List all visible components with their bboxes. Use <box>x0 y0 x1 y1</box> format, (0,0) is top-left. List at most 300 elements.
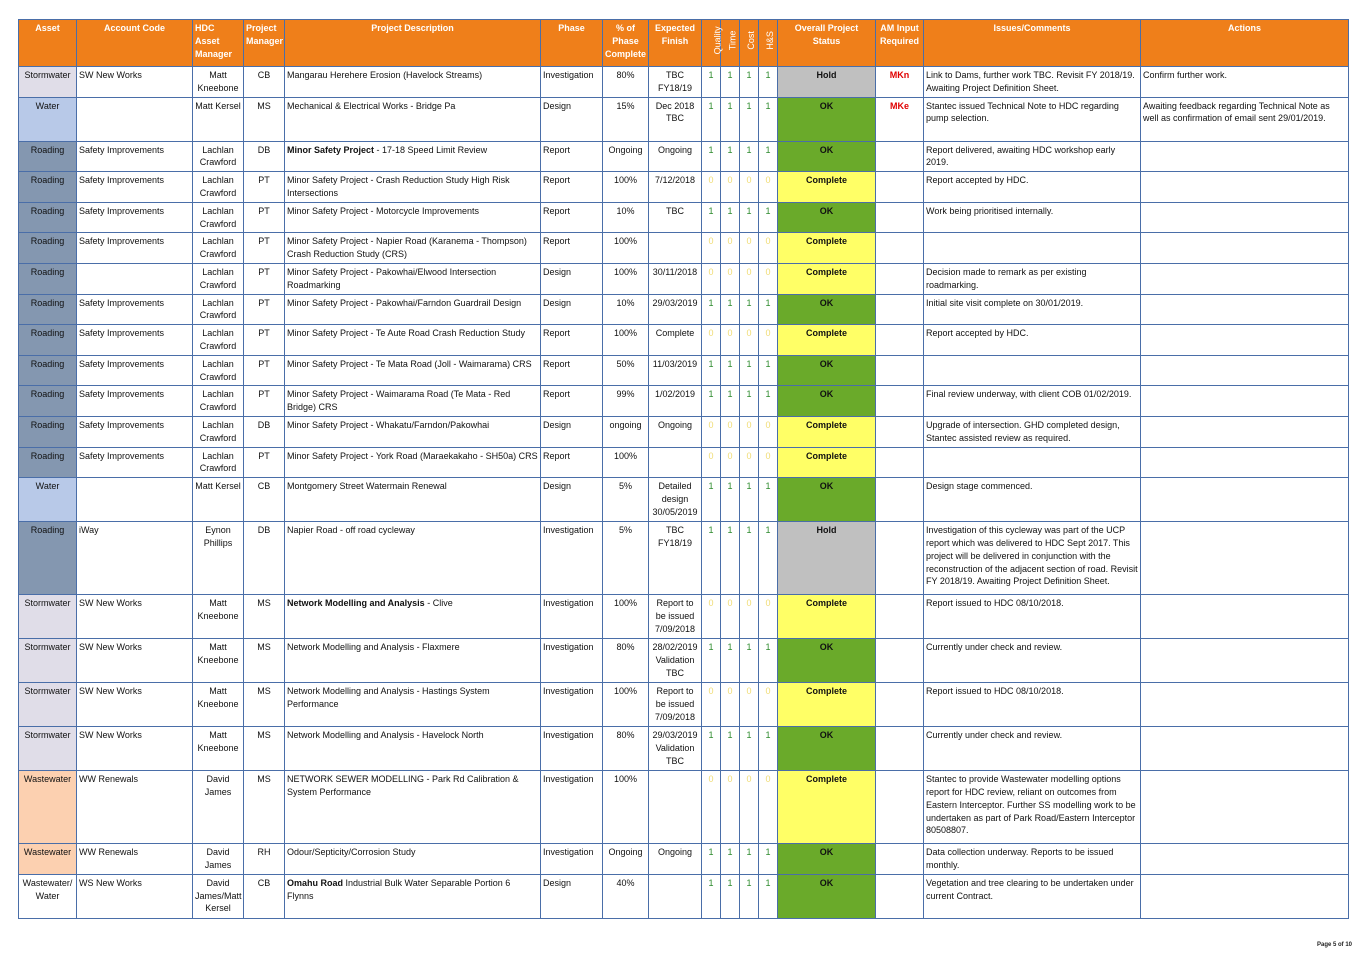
expected-finish-cell: Ongoing <box>649 416 702 447</box>
asset-cell: Roading <box>19 325 77 356</box>
expected-finish-cell: Detailed design 30/05/2019 <box>649 478 702 522</box>
time-flag: 1 <box>721 478 740 522</box>
issues-cell: Report accepted by HDC. <box>924 325 1141 356</box>
am-input-cell <box>876 874 924 918</box>
cost-flag: 0 <box>740 416 759 447</box>
cost-flag: 1 <box>740 294 759 325</box>
project-manager-cell: MS <box>244 97 285 141</box>
description-cell <box>285 67 541 98</box>
col-hs: H&S <box>759 20 778 67</box>
actions-cell <box>1141 478 1349 522</box>
phase-cell: Report <box>541 141 603 172</box>
am-input-cell <box>876 478 924 522</box>
description-bold: Omahu Road <box>287 877 344 888</box>
expected-finish-cell <box>649 874 702 918</box>
account-code-cell: Safety Improvements <box>77 386 193 417</box>
expected-finish-cell: TBC <box>649 202 702 233</box>
description-cell <box>285 355 541 386</box>
quality-flag: 1 <box>702 97 721 141</box>
hs-flag: 1 <box>759 727 778 771</box>
description-text: Minor Safety Project - Pakowhai/Farndon Guardrail Design <box>287 297 522 308</box>
asset-cell: Roading <box>19 233 77 264</box>
quality-flag: 1 <box>702 478 721 522</box>
am-input-cell <box>876 386 924 417</box>
table-row <box>19 844 1349 875</box>
description-bold: Network Modelling and Analysis <box>287 598 425 609</box>
time-flag: 1 <box>721 727 740 771</box>
cost-flag: 0 <box>740 771 759 844</box>
description-cell <box>285 294 541 325</box>
project-manager-cell: MS <box>244 683 285 727</box>
time-flag: 1 <box>721 844 740 875</box>
issues-cell <box>924 233 1141 264</box>
time-flag: 0 <box>721 416 740 447</box>
quality-flag: 0 <box>702 683 721 727</box>
col-project-manager: Project Manager <box>244 20 285 67</box>
phase-cell: Design <box>541 416 603 447</box>
description-text: Network Modelling and Analysis - Flaxmere <box>287 642 460 653</box>
cost-flag: 0 <box>740 325 759 356</box>
asset-cell: Roading <box>19 355 77 386</box>
phase-cell: Report <box>541 386 603 417</box>
hs-flag: 0 <box>759 683 778 727</box>
time-flag: 0 <box>721 263 740 294</box>
asset-manager-cell: Lachlan Crawford <box>193 172 244 203</box>
asset-manager-cell: Lachlan Crawford <box>193 447 244 478</box>
phase-cell: Investigation <box>541 683 603 727</box>
time-flag: 1 <box>721 386 740 417</box>
phase-complete-cell: 80% <box>603 727 649 771</box>
asset-manager-cell: Lachlan Crawford <box>193 233 244 264</box>
quality-flag: 1 <box>702 874 721 918</box>
account-code-cell: WS New Works <box>77 874 193 918</box>
hs-flag: 1 <box>759 478 778 522</box>
phase-cell: Report <box>541 233 603 264</box>
actions-cell <box>1141 595 1349 639</box>
project-manager-cell: PT <box>244 447 285 478</box>
asset-manager-cell: Matt Kersel <box>193 97 244 141</box>
table-row <box>19 202 1349 233</box>
quality-flag: 1 <box>702 522 721 595</box>
description-text: Minor Safety Project - Crash Reduction Study High Risk Intersections <box>287 175 510 198</box>
col-phase-complete: % of Phase Complete <box>603 20 649 67</box>
overall-status-cell: Complete <box>778 233 876 264</box>
issues-cell: Currently under check and review. <box>924 639 1141 683</box>
issues-cell: Final review underway, with client COB 01/02/2019. <box>924 386 1141 417</box>
phase-complete-cell: 10% <box>603 294 649 325</box>
overall-status-cell: OK <box>778 639 876 683</box>
account-code-cell: Safety Improvements <box>77 294 193 325</box>
account-code-cell: Safety Improvements <box>77 233 193 264</box>
table-row <box>19 447 1349 478</box>
time-flag: 0 <box>721 771 740 844</box>
cost-flag: 1 <box>740 355 759 386</box>
am-input-cell <box>876 727 924 771</box>
issues-cell <box>924 355 1141 386</box>
project-manager-cell: DB <box>244 416 285 447</box>
quality-flag: 1 <box>702 386 721 417</box>
description-cell <box>285 771 541 844</box>
phase-complete-cell: ongoing <box>603 416 649 447</box>
asset-cell: Stormwater <box>19 727 77 771</box>
overall-status-cell: Hold <box>778 67 876 98</box>
issues-cell: Report accepted by HDC. <box>924 172 1141 203</box>
phase-complete-cell: 80% <box>603 67 649 98</box>
phase-cell: Design <box>541 874 603 918</box>
quality-flag: 0 <box>702 416 721 447</box>
table-row <box>19 874 1349 918</box>
table-row <box>19 386 1349 417</box>
overall-status-cell: Complete <box>778 416 876 447</box>
cost-flag: 1 <box>740 202 759 233</box>
time-flag: 1 <box>721 97 740 141</box>
hs-flag: 0 <box>759 325 778 356</box>
account-code-cell: Safety Improvements <box>77 416 193 447</box>
project-manager-cell: PT <box>244 294 285 325</box>
table-row <box>19 172 1349 203</box>
expected-finish-cell: 29/03/2019 Validation TBC <box>649 727 702 771</box>
actions-cell: Confirm further work. <box>1141 67 1349 98</box>
description-cell <box>285 386 541 417</box>
description-text: Industrial Bulk Water Separable Portion 6 Flynns <box>287 877 511 901</box>
asset-manager-cell: Lachlan Crawford <box>193 386 244 417</box>
phase-cell: Investigation <box>541 595 603 639</box>
time-flag: 1 <box>721 202 740 233</box>
cost-flag: 0 <box>740 233 759 264</box>
description-cell <box>285 141 541 172</box>
phase-complete-cell: 99% <box>603 386 649 417</box>
am-input-cell <box>876 141 924 172</box>
quality-flag: 0 <box>702 325 721 356</box>
am-input-cell: MKe <box>876 97 924 141</box>
description-bold: Minor Safety Project <box>287 144 375 155</box>
asset-manager-cell: Matt Kneebone <box>193 67 244 98</box>
phase-complete-cell: 100% <box>603 172 649 203</box>
quality-flag: 1 <box>702 727 721 771</box>
asset-cell: Wastewater <box>19 844 77 875</box>
asset-cell: Roading <box>19 263 77 294</box>
time-flag: 1 <box>721 294 740 325</box>
expected-finish-cell: Report to be issued 7/09/2018 <box>649 595 702 639</box>
actions-cell <box>1141 447 1349 478</box>
description-text: Napier Road - off road cycleway <box>287 525 415 536</box>
time-flag: 0 <box>721 595 740 639</box>
phase-complete-cell: 100% <box>603 233 649 264</box>
phase-cell: Investigation <box>541 727 603 771</box>
am-input-cell <box>876 233 924 264</box>
asset-cell: Roading <box>19 294 77 325</box>
phase-complete-cell: 100% <box>603 771 649 844</box>
issues-cell: Stantec issued Technical Note to HDC regarding pump selection. <box>924 97 1141 141</box>
account-code-cell <box>77 478 193 522</box>
phase-complete-cell: Ongoing <box>603 844 649 875</box>
issues-cell: Link to Dams, further work TBC. Revisit FY 2018/19. Awaiting Project Definition Sheet. <box>924 67 1141 98</box>
table-row <box>19 639 1349 683</box>
account-code-cell: iWay <box>77 522 193 595</box>
description-cell <box>285 639 541 683</box>
overall-status-cell: Complete <box>778 447 876 478</box>
issues-cell: Currently under check and review. <box>924 727 1141 771</box>
header-row <box>19 20 1349 67</box>
col-project-description: Project Description <box>285 20 541 67</box>
overall-status-cell: Hold <box>778 522 876 595</box>
account-code-cell: Safety Improvements <box>77 141 193 172</box>
am-input-cell <box>876 263 924 294</box>
asset-cell: Roading <box>19 202 77 233</box>
cost-flag: 1 <box>740 478 759 522</box>
asset-cell: Stormwater <box>19 595 77 639</box>
overall-status-cell: OK <box>778 355 876 386</box>
description-cell <box>285 233 541 264</box>
description-cell <box>285 844 541 875</box>
actions-cell <box>1141 416 1349 447</box>
phase-complete-cell: 5% <box>603 478 649 522</box>
issues-cell: Design stage commenced. <box>924 478 1141 522</box>
expected-finish-cell: 7/12/2018 <box>649 172 702 203</box>
am-input-cell: MKn <box>876 67 924 98</box>
expected-finish-cell: 29/03/2019 <box>649 294 702 325</box>
account-code-cell: SW New Works <box>77 683 193 727</box>
hs-flag: 0 <box>759 595 778 639</box>
phase-complete-cell: Ongoing <box>603 141 649 172</box>
account-code-cell: SW New Works <box>77 727 193 771</box>
overall-status-cell: OK <box>778 141 876 172</box>
hs-flag: 1 <box>759 639 778 683</box>
quality-flag: 0 <box>702 263 721 294</box>
asset-cell: Roading <box>19 447 77 478</box>
description-cell <box>285 595 541 639</box>
expected-finish-cell <box>649 447 702 478</box>
time-flag: 1 <box>721 355 740 386</box>
description-text: Network Modelling and Analysis - Hastings System Performance <box>287 686 490 709</box>
expected-finish-cell: 1/02/2019 <box>649 386 702 417</box>
account-code-cell: Safety Improvements <box>77 355 193 386</box>
col-cost: Cost <box>740 20 759 67</box>
asset-manager-cell: Matt Kneebone <box>193 639 244 683</box>
table-row <box>19 97 1349 141</box>
description-text: Odour/Septicity/Corrosion Study <box>287 847 416 858</box>
phase-complete-cell: 100% <box>603 325 649 356</box>
description-cell <box>285 478 541 522</box>
asset-cell: Roading <box>19 141 77 172</box>
account-code-cell: Safety Improvements <box>77 172 193 203</box>
account-code-cell: SW New Works <box>77 595 193 639</box>
phase-complete-cell: 80% <box>603 639 649 683</box>
time-flag: 0 <box>721 172 740 203</box>
phase-cell: Investigation <box>541 67 603 98</box>
overall-status-cell: Complete <box>778 263 876 294</box>
project-manager-cell: RH <box>244 844 285 875</box>
cost-flag: 0 <box>740 595 759 639</box>
quality-flag: 0 <box>702 771 721 844</box>
col-phase: Phase <box>541 20 603 67</box>
project-manager-cell: PT <box>244 386 285 417</box>
actions-cell <box>1141 325 1349 356</box>
expected-finish-cell: Ongoing <box>649 844 702 875</box>
asset-cell: Stormwater <box>19 683 77 727</box>
actions-cell <box>1141 202 1349 233</box>
project-manager-cell: CB <box>244 874 285 918</box>
asset-manager-cell: David James/Matt Kersel <box>193 874 244 918</box>
table-row <box>19 522 1349 595</box>
am-input-cell <box>876 172 924 203</box>
account-code-cell <box>77 97 193 141</box>
col-am-input: AM Input Required <box>876 20 924 67</box>
time-flag: 1 <box>721 67 740 98</box>
hs-flag: 1 <box>759 97 778 141</box>
col-quality: Quality <box>702 20 721 67</box>
asset-cell: Wastewater <box>19 771 77 844</box>
asset-manager-cell: Lachlan Crawford <box>193 294 244 325</box>
asset-cell: Roading <box>19 416 77 447</box>
actions-cell <box>1141 233 1349 264</box>
table-row <box>19 683 1349 727</box>
cost-flag: 0 <box>740 447 759 478</box>
phase-cell: Investigation <box>541 771 603 844</box>
description-text: NETWORK SEWER MODELLING - Park Rd Calibration & System Performance <box>287 774 519 797</box>
description-cell <box>285 172 541 203</box>
col-actions: Actions <box>1141 20 1349 67</box>
time-flag: 1 <box>721 639 740 683</box>
description-cell <box>285 683 541 727</box>
quality-flag: 1 <box>702 355 721 386</box>
description-cell <box>285 325 541 356</box>
table-row <box>19 294 1349 325</box>
overall-status-cell: Complete <box>778 683 876 727</box>
asset-manager-cell: David James <box>193 771 244 844</box>
table-row <box>19 263 1349 294</box>
description-text: Mechanical & Electrical Works - Bridge Pa <box>287 100 456 111</box>
description-cell <box>285 416 541 447</box>
asset-cell: Stormwater <box>19 67 77 98</box>
account-code-cell: SW New Works <box>77 639 193 683</box>
table-row <box>19 355 1349 386</box>
description-text: - 17-18 Speed Limit Review <box>374 144 488 155</box>
hs-flag: 1 <box>759 386 778 417</box>
cost-flag: 1 <box>740 727 759 771</box>
expected-finish-cell: Dec 2018 TBC <box>649 97 702 141</box>
overall-status-cell: OK <box>778 874 876 918</box>
expected-finish-cell: 28/02/2019 Validation TBC <box>649 639 702 683</box>
cost-flag: 1 <box>740 874 759 918</box>
project-status-table <box>18 19 1349 919</box>
hs-flag: 1 <box>759 355 778 386</box>
asset-cell: Stormwater <box>19 639 77 683</box>
project-manager-cell: PT <box>244 202 285 233</box>
issues-cell: Decision made to remark as per existing roadmarking. <box>924 263 1141 294</box>
asset-cell: Water <box>19 97 77 141</box>
issues-cell: Report issued to HDC 08/10/2018. <box>924 683 1141 727</box>
overall-status-cell: OK <box>778 97 876 141</box>
asset-manager-cell: David James <box>193 844 244 875</box>
asset-manager-cell: Eynon Phillips <box>193 522 244 595</box>
asset-cell: Wastewater/ Water <box>19 874 77 918</box>
cost-flag: 0 <box>740 683 759 727</box>
cost-flag: 1 <box>740 67 759 98</box>
am-input-cell <box>876 771 924 844</box>
description-cell <box>285 202 541 233</box>
am-input-cell <box>876 683 924 727</box>
expected-finish-cell: 30/11/2018 <box>649 263 702 294</box>
cost-flag: 1 <box>740 97 759 141</box>
project-manager-cell: MS <box>244 639 285 683</box>
cost-flag: 0 <box>740 172 759 203</box>
asset-manager-cell: Matt Kersel <box>193 478 244 522</box>
description-text: Minor Safety Project - Pakowhai/Elwood Intersection Roadmarking <box>287 266 497 290</box>
description-cell <box>285 97 541 141</box>
time-flag: 0 <box>721 447 740 478</box>
am-input-cell <box>876 202 924 233</box>
description-text: Minor Safety Project - Napier Road (Karanema - Thompson) Crash Reduction Study (CRS) <box>287 236 527 260</box>
hs-flag: 0 <box>759 172 778 203</box>
account-code-cell: WW Renewals <box>77 844 193 875</box>
phase-complete-cell: 50% <box>603 355 649 386</box>
expected-finish-cell: Complete <box>649 325 702 356</box>
am-input-cell <box>876 844 924 875</box>
description-cell <box>285 447 541 478</box>
asset-manager-cell: Lachlan Crawford <box>193 355 244 386</box>
hs-flag: 0 <box>759 416 778 447</box>
am-input-cell <box>876 294 924 325</box>
time-flag: 0 <box>721 233 740 264</box>
phase-cell: Investigation <box>541 844 603 875</box>
hs-flag: 1 <box>759 874 778 918</box>
quality-flag: 1 <box>702 844 721 875</box>
project-manager-cell: PT <box>244 172 285 203</box>
table-row <box>19 727 1349 771</box>
quality-flag: 1 <box>702 202 721 233</box>
account-code-cell: Safety Improvements <box>77 447 193 478</box>
expected-finish-cell: 11/03/2019 <box>649 355 702 386</box>
quality-flag: 1 <box>702 141 721 172</box>
table-row <box>19 325 1349 356</box>
account-code-cell <box>77 263 193 294</box>
issues-cell: Initial site visit complete on 30/01/2019. <box>924 294 1141 325</box>
hs-flag: 0 <box>759 771 778 844</box>
overall-status-cell: Complete <box>778 595 876 639</box>
actions-cell <box>1141 639 1349 683</box>
expected-finish-cell: Report to be issued 7/09/2018 <box>649 683 702 727</box>
account-code-cell: SW New Works <box>77 67 193 98</box>
phase-complete-cell: 40% <box>603 874 649 918</box>
description-text: Minor Safety Project - York Road (Maraekakaho - SH50a) CRS <box>287 450 538 461</box>
col-expected-finish: Expected Finish <box>649 20 702 67</box>
col-overall-status: Overall Project Status <box>778 20 876 67</box>
hs-flag: 0 <box>759 447 778 478</box>
table-row <box>19 595 1349 639</box>
project-manager-cell: MS <box>244 595 285 639</box>
description-cell <box>285 263 541 294</box>
description-text: Minor Safety Project - Motorcycle Improvements <box>287 205 480 216</box>
cost-flag: 0 <box>740 263 759 294</box>
issues-cell: Report delivered, awaiting HDC workshop early 2019. <box>924 141 1141 172</box>
time-flag: 1 <box>721 141 740 172</box>
description-text: Mangarau Herehere Erosion (Havelock Streams) <box>287 70 483 80</box>
table-body <box>19 67 1349 919</box>
quality-flag: 0 <box>702 233 721 264</box>
col-account-code: Account Code <box>77 20 193 67</box>
cost-flag: 1 <box>740 639 759 683</box>
issues-cell: Data collection underway. Reports to be issued monthly. <box>924 844 1141 875</box>
project-manager-cell: PT <box>244 325 285 356</box>
phase-cell: Report <box>541 202 603 233</box>
actions-cell: Awaiting feedback regarding Technical Note as well as confirmation of email sent 29/01/2019. <box>1141 97 1349 141</box>
description-text: Network Modelling and Analysis - Havelock North <box>287 730 484 741</box>
overall-status-cell: OK <box>778 844 876 875</box>
quality-flag: 1 <box>702 639 721 683</box>
quality-flag: 1 <box>702 67 721 98</box>
asset-manager-cell: Lachlan Crawford <box>193 202 244 233</box>
